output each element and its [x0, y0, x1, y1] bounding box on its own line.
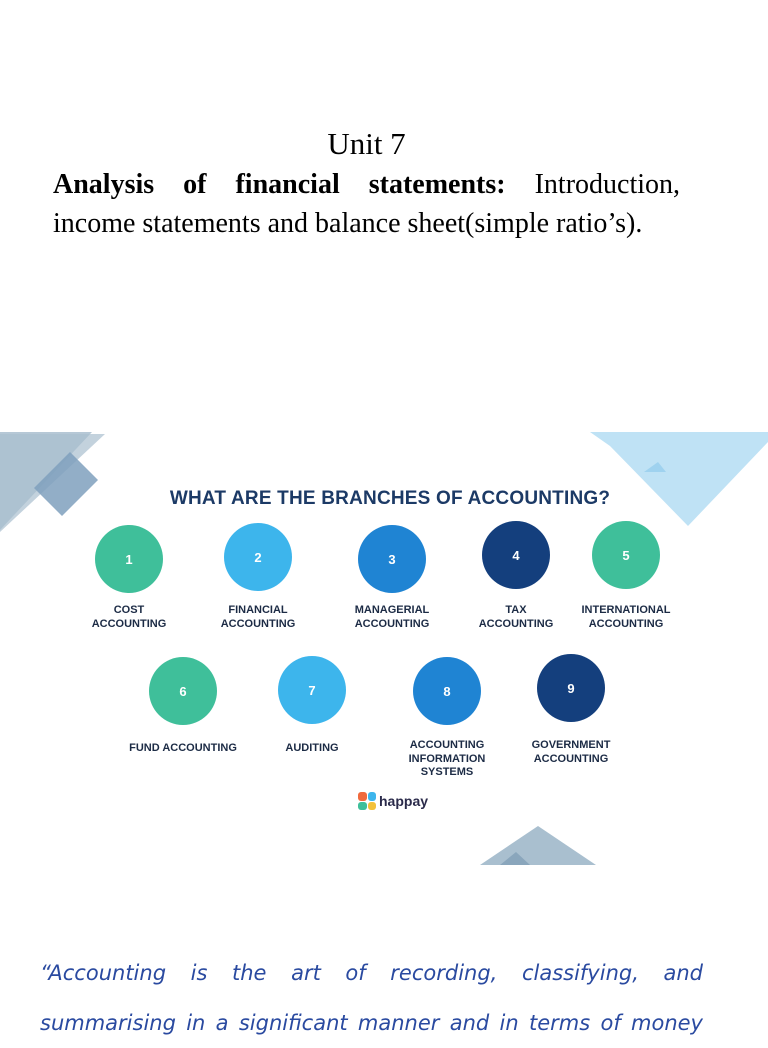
unit-description — [53, 166, 680, 243]
branch-3-label: MANAGERIAL ACCOUNTING — [354, 604, 430, 630]
brand-logo — [358, 792, 428, 810]
branch-9-circle: 9 — [537, 654, 605, 722]
unit-title: Unit 7 — [327, 126, 406, 161]
branch-9-label: GOVERNMENT ACCOUNTING — [531, 739, 611, 765]
branch-1-circle: 1 — [95, 525, 163, 593]
definition-quote — [40, 948, 703, 1048]
brand-name: happay — [379, 793, 429, 809]
branch-4-label: TAX ACCOUNTING — [478, 604, 554, 630]
branch-5-label: INTERNATIONAL ACCOUNTING — [581, 604, 671, 630]
branch-5-circle: 5 — [592, 521, 660, 589]
infographic-title: WHAT ARE THE BRANCHES OF ACCOUNTING? — [169, 488, 611, 509]
quote-line-2: summarising in a significant manner and in terms of money — [40, 1011, 703, 1035]
branch-2-label: FINANCIAL ACCOUNTING — [220, 604, 296, 630]
branch-6-circle: 6 — [149, 657, 217, 725]
branch-7-circle: 7 — [278, 656, 346, 724]
branch-6-label: FUND ACCOUNTING — [129, 742, 237, 754]
branch-8-label: ACCOUNTING INFORMATION SYSTEMS — [408, 739, 486, 778]
branch-4-circle: 4 — [482, 521, 550, 589]
quote-line-1: “Accounting is the art of recording, classifying, and — [40, 961, 703, 985]
branch-8-circle: 8 — [413, 657, 481, 725]
description-rest: Introduction, income statements and balance sheet(simple ratio’s). — [53, 169, 680, 239]
branch-7-label: AUDITING — [285, 742, 339, 754]
description-bold-lead: Analysis of financial statements: — [53, 169, 506, 200]
branch-1-label: COST ACCOUNTING — [91, 604, 167, 630]
happay-logo-icon — [358, 792, 376, 810]
branch-2-circle: 2 — [224, 523, 292, 591]
branches-infographic — [0, 432, 768, 872]
branch-3-circle: 3 — [358, 525, 426, 593]
